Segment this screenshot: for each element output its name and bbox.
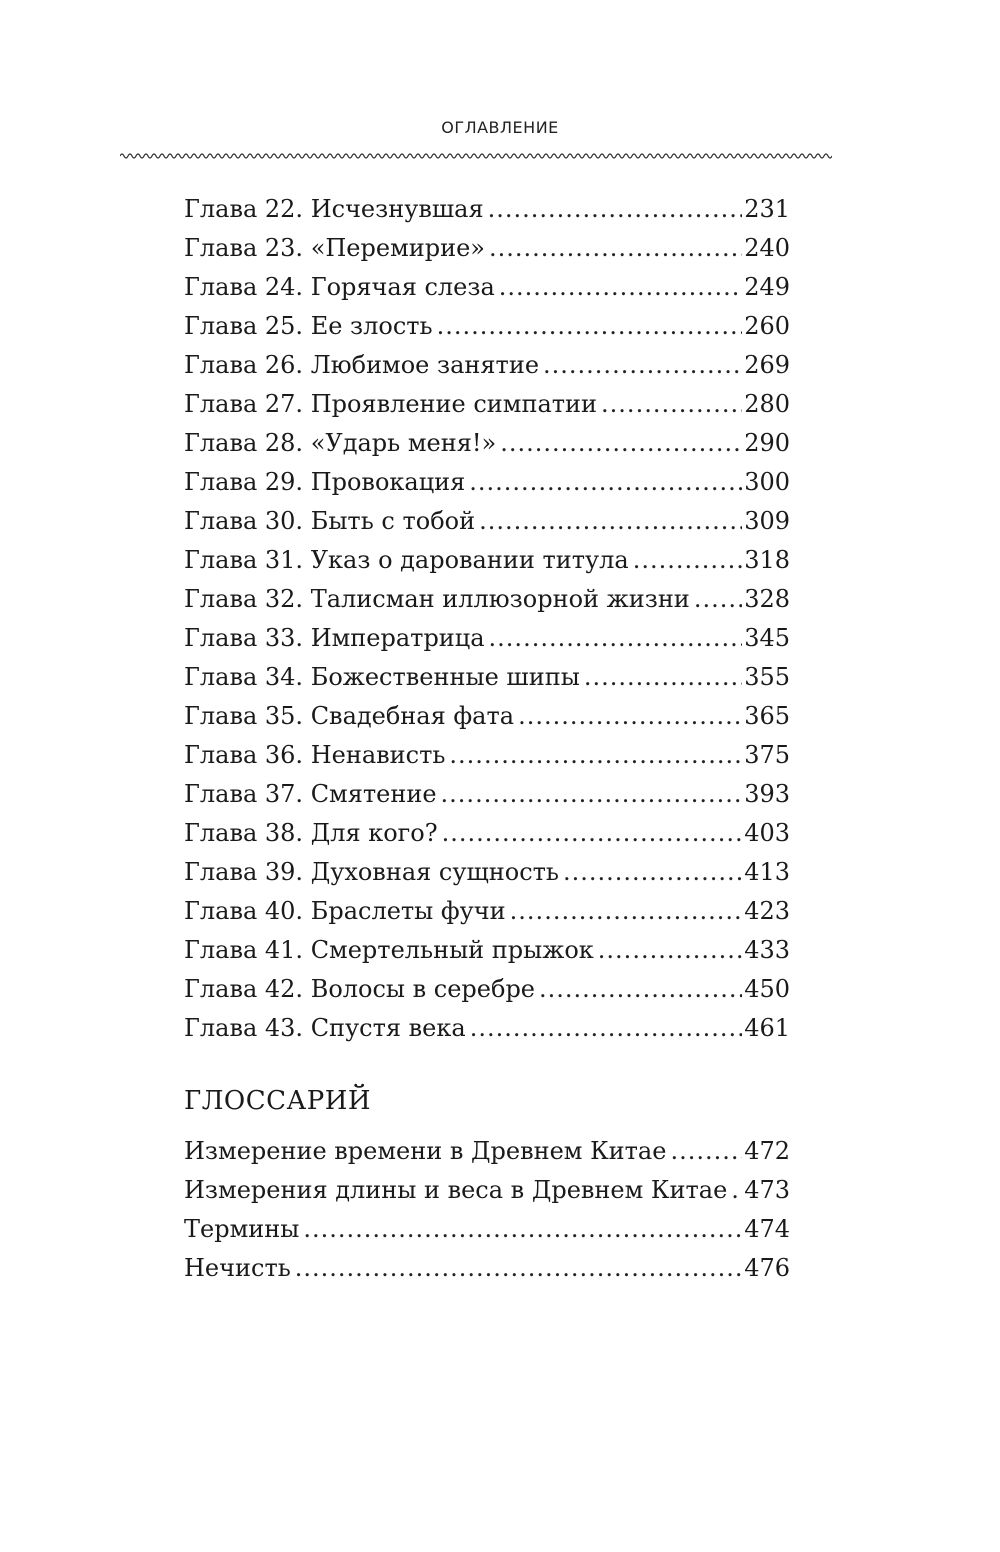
toc-entry[interactable] <box>184 1009 790 1048</box>
toc-entry-title: Глава 29. Провокация <box>184 468 466 496</box>
toc-entry[interactable] <box>184 424 790 463</box>
toc-entry-page: 365 <box>744 702 790 730</box>
glossary-entry-title: Измерение времени в Древнем Китае <box>184 1137 667 1165</box>
toc-entry-page: 355 <box>744 663 790 691</box>
dot-leader <box>295 1249 742 1288</box>
toc-entry-title: Глава 38. Для кого? <box>184 819 438 847</box>
running-head: ОГЛАВЛЕНИЕ <box>441 118 559 137</box>
dot-leader <box>510 892 743 931</box>
glossary-entry[interactable] <box>184 1132 790 1171</box>
toc-entry[interactable] <box>184 697 790 736</box>
toc-entry[interactable] <box>184 619 790 658</box>
toc-entry-title: Глава 36. Ненависть <box>184 741 446 769</box>
toc-entry[interactable] <box>184 892 790 931</box>
toc-entry-title: Глава 28. «Ударь меня!» <box>184 429 497 457</box>
dot-leader <box>694 580 742 619</box>
glossary-entry-page: 472 <box>744 1137 790 1165</box>
toc-entry-page: 290 <box>744 429 790 457</box>
toc-entry-page: 433 <box>744 936 790 964</box>
dot-leader <box>633 541 742 580</box>
toc-entry-page: 249 <box>744 273 790 301</box>
toc-entry[interactable] <box>184 502 790 541</box>
toc-entry[interactable] <box>184 541 790 580</box>
toc-entry[interactable] <box>184 736 790 775</box>
toc-entry-title: Глава 42. Волосы в серебре <box>184 975 536 1003</box>
dot-leader <box>539 970 742 1009</box>
toc-entry[interactable] <box>184 229 790 268</box>
glossary-entry-title: Нечисть <box>184 1254 291 1282</box>
toc-entry[interactable] <box>184 658 790 697</box>
toc-entry-page: 240 <box>744 234 790 262</box>
dot-leader <box>469 463 742 502</box>
toc-entry-title: Глава 23. «Перемирие» <box>184 234 485 262</box>
toc-entry-page: 393 <box>744 780 790 808</box>
toc-entry-title: Глава 33. Императрица <box>184 624 485 652</box>
toc-entry-page: 413 <box>744 858 790 886</box>
toc-entry-page: 309 <box>744 507 790 535</box>
chapter-list <box>184 190 790 1048</box>
toc-entry-page: 375 <box>744 741 790 769</box>
dot-leader <box>543 346 742 385</box>
toc-entry-title: Глава 35. Свадебная фата <box>184 702 515 730</box>
wavy-divider <box>120 150 832 162</box>
toc-entry-page: 260 <box>744 312 790 340</box>
toc-entry[interactable] <box>184 970 790 1009</box>
glossary-entry[interactable] <box>184 1171 790 1210</box>
toc-entry-title: Глава 41. Смертельный прыжок <box>184 936 594 964</box>
glossary-heading: ГЛОССАРИЙ <box>184 1086 372 1116</box>
dot-leader <box>499 268 742 307</box>
toc-entry[interactable] <box>184 580 790 619</box>
dot-leader <box>731 1171 742 1210</box>
dot-leader <box>470 1009 743 1048</box>
dot-leader <box>489 619 743 658</box>
toc-entry-title: Глава 32. Талисман иллюзорной жизни <box>184 585 690 613</box>
dot-leader <box>489 229 742 268</box>
toc-entry[interactable] <box>184 775 790 814</box>
toc-entry-title: Глава 37. Смятение <box>184 780 437 808</box>
toc-entry[interactable] <box>184 190 790 229</box>
toc-entry-title: Глава 43. Спустя века <box>184 1014 466 1042</box>
dot-leader <box>563 853 742 892</box>
glossary-entry-page: 473 <box>744 1176 790 1204</box>
toc-entry-title: Глава 27. Проявление симпатии <box>184 390 598 418</box>
toc-entry-title: Глава 26. Любимое занятие <box>184 351 540 379</box>
toc-entry-page: 328 <box>744 585 790 613</box>
toc-entry[interactable] <box>184 931 790 970</box>
toc-entry-page: 231 <box>744 195 790 223</box>
glossary-entry[interactable] <box>184 1249 790 1288</box>
glossary-entry-title: Термины <box>184 1215 300 1243</box>
toc-entry-title: Глава 22. Исчезнувшая <box>184 195 484 223</box>
toc-entry[interactable] <box>184 853 790 892</box>
toc-entry-title: Глава 30. Быть с тобой <box>184 507 476 535</box>
toc-entry[interactable] <box>184 346 790 385</box>
dot-leader <box>437 307 743 346</box>
dot-leader <box>500 424 742 463</box>
toc-entry-title: Глава 25. Ее злость <box>184 312 433 340</box>
toc-entry-page: 423 <box>744 897 790 925</box>
toc-entry[interactable] <box>184 463 790 502</box>
glossary-entry[interactable] <box>184 1210 790 1249</box>
toc-entry-page: 280 <box>744 390 790 418</box>
toc-entry-page: 345 <box>744 624 790 652</box>
toc-entry-title: Глава 31. Указ о даровании титула <box>184 546 629 574</box>
toc-entry-title: Глава 34. Божественные шипы <box>184 663 580 691</box>
dot-leader <box>518 697 742 736</box>
glossary-entry-page: 476 <box>744 1254 790 1282</box>
toc-entry[interactable] <box>184 385 790 424</box>
dot-leader <box>449 736 742 775</box>
dot-leader <box>488 190 743 229</box>
dot-leader <box>598 931 742 970</box>
toc-entry-page: 269 <box>744 351 790 379</box>
dot-leader <box>441 775 743 814</box>
toc-entry-page: 450 <box>744 975 790 1003</box>
glossary-list <box>184 1132 790 1288</box>
toc-entry-title: Глава 24. Горячая слеза <box>184 273 495 301</box>
dot-leader <box>303 1210 742 1249</box>
toc-entry-page: 300 <box>744 468 790 496</box>
toc-entry-page: 403 <box>744 819 790 847</box>
dot-leader <box>442 814 743 853</box>
toc-entry-page: 318 <box>744 546 790 574</box>
dot-leader <box>479 502 742 541</box>
toc-entry-title: Глава 39. Духовная сущность <box>184 858 559 886</box>
dot-leader <box>584 658 742 697</box>
glossary-entry-page: 474 <box>744 1215 790 1243</box>
toc-entry[interactable] <box>184 307 790 346</box>
toc-entry-page: 461 <box>744 1014 790 1042</box>
glossary-entry-title: Измерения длины и веса в Древнем Китае <box>184 1176 728 1204</box>
toc-entry[interactable] <box>184 814 790 853</box>
dot-leader <box>601 385 742 424</box>
toc-entry-title: Глава 40. Браслеты фучи <box>184 897 506 925</box>
toc-entry[interactable] <box>184 268 790 307</box>
dot-leader <box>670 1132 742 1171</box>
